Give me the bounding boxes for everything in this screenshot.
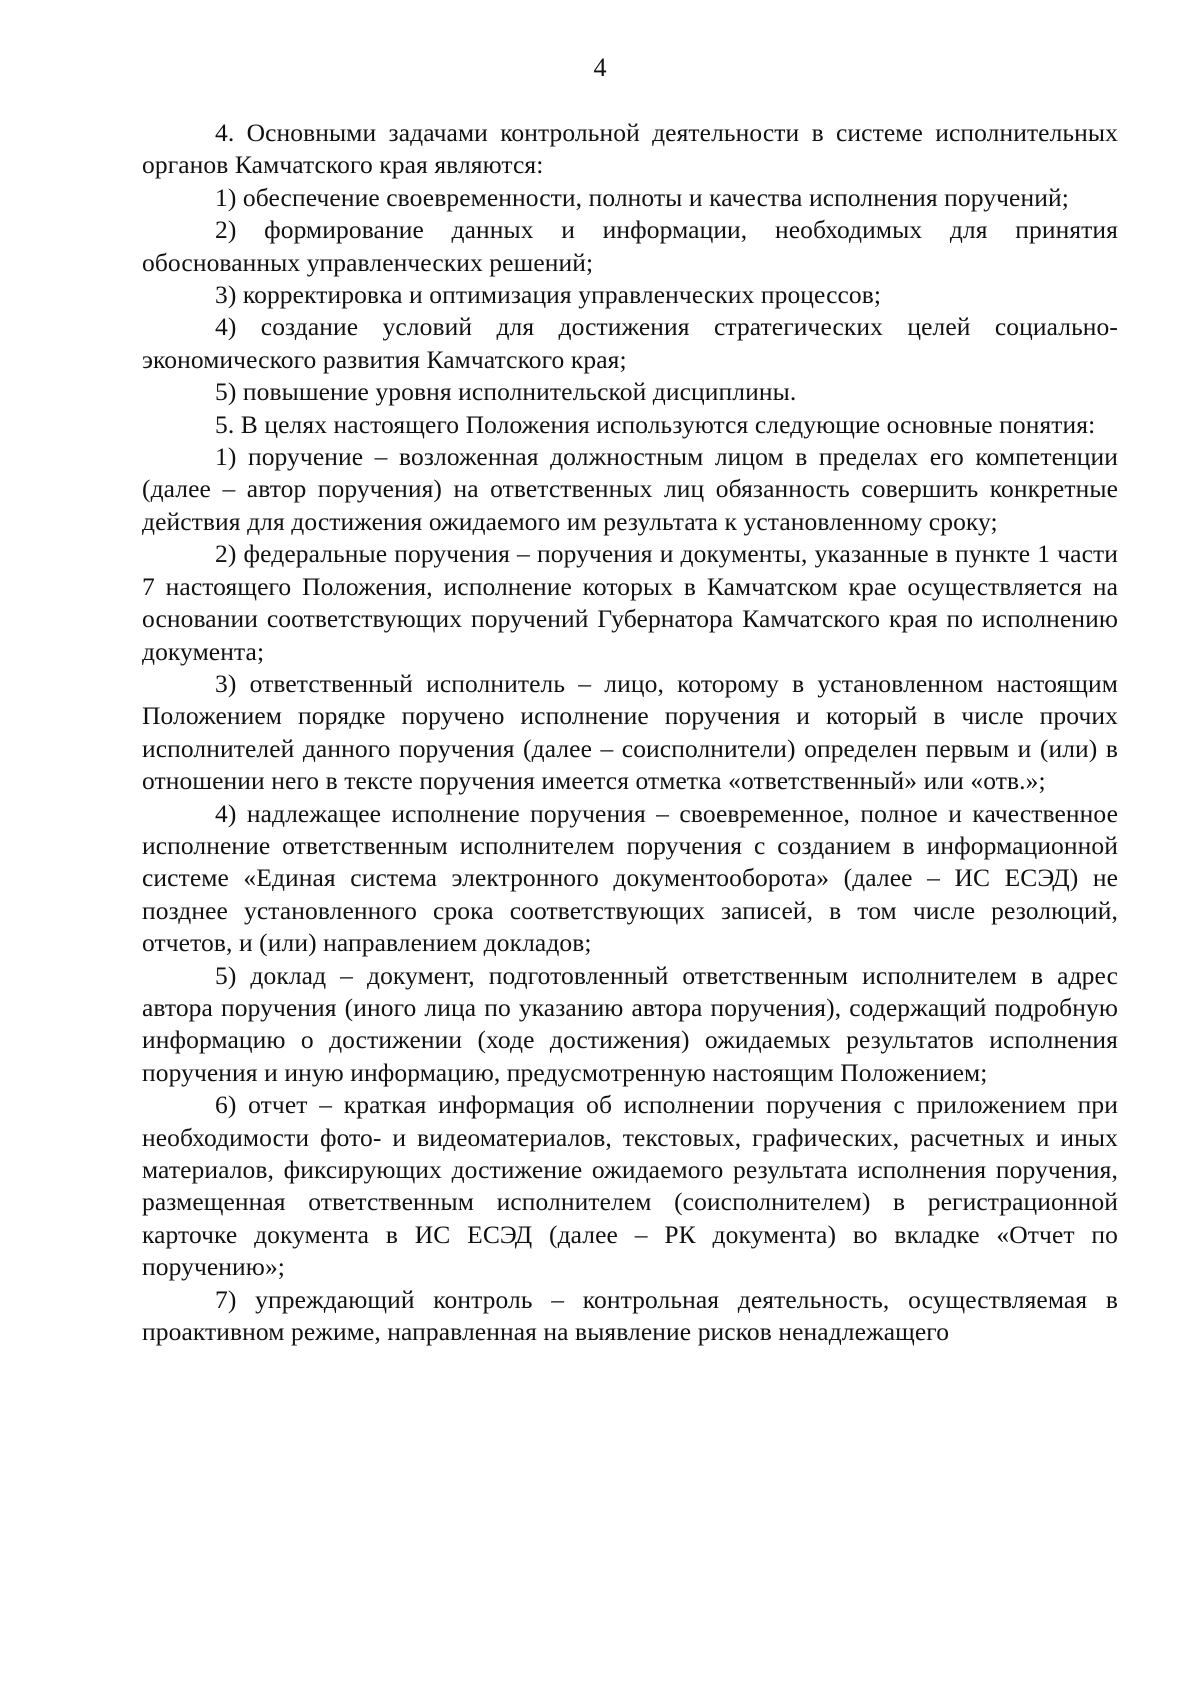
- definition-item-3: 3) ответственный исполнитель – лицо, которому в установленном настоящим Положением порядке поручено исполнение поручения и который в числе прочих исполнителей данного поручения (далее – соисполнители) определен первым и (или) в отношении него в тексте поручения имеется отметка «ответственный» или «отв.»;: [142, 668, 1118, 796]
- definition-item-5: 5) доклад – документ, подготовленный ответственным исполнителем в адрес автора поручения (иного лица по указанию автора поручения), содержащий подробную информацию о достижении (ходе достижения) ожидаемых результатов исполнения поручения и иную информацию, предусмотренную настоящим Положением;: [142, 960, 1118, 1087]
- document-body: [142, 117, 1118, 1348]
- definition-item-1: 1) поручение – возложенная должностным лицом в пределах его компетенции (далее – автор поручения) на ответственных лиц обязанность совершить конкретные действия для достижения ожидаемого им результата к установленному сроку;: [142, 442, 1118, 536]
- definition-item-6: 6) отчет – краткая информация об исполнении поручения с приложением при необходимости фото- и видеоматериалов, текстовых, графических, расчетных и иных материалов, фиксирующих достижение ожидаемого результата исполнения поручения, размещенная ответственным исполнителем (соисполнителем) в регистрационной карточке документа в ИС ЕСЭД (далее – РК документа) во вкладке «Отчет по поручению»;: [142, 1090, 1118, 1282]
- definition-item-7: 7) упреждающий контроль – контрольная деятельность, осуществляемая в проактивном режиме, направленная на выявление рисков ненадлежащего: [142, 1284, 1118, 1347]
- paragraph-4-intro: 4. Основными задачами контрольной деятельности в системе исполнительных органов Камчатского края являются:: [142, 118, 1118, 180]
- task-item-5: 5) повышение уровня исполнительской дисциплины.: [215, 377, 797, 407]
- definition-item-2: 2) федеральные поручения – поручения и документы, указанные в пункте 1 части 7 настоящего Положения, исполнение которых в Камчатском крае осуществляется на основании соответствующих поручений Губернатора Камчатского края по исполнению документа;: [142, 539, 1118, 666]
- paragraph-5-intro: 5. В целях настоящего Положения используются следующие основные понятия:: [215, 409, 1096, 439]
- task-item-4: 4) создание условий для достижения стратегических целей социально-экономического развития Камчатского края;: [142, 312, 1118, 374]
- definition-item-4: 4) надлежащее исполнение поручения – своевременное, полное и качественное исполнение ответственным исполнителем поручения с созданием в информационной системе «Единая система электронного документооборота» (далее – ИС ЕСЭД) не позднее установленного срока соответствующих записей, в том числе резолюций, отчетов, и (или) направлением докладов;: [142, 798, 1118, 958]
- page-number: 4: [593, 53, 607, 82]
- task-item-1: 1) обеспечение своевременности, полноты и качества исполнения поручений;: [215, 182, 1069, 212]
- task-item-3: 3) корректировка и оптимизация управленческих процессов;: [215, 280, 882, 310]
- task-item-2: 2) формирование данных и информации, необходимых для принятия обоснованных управленческих решений;: [142, 215, 1118, 277]
